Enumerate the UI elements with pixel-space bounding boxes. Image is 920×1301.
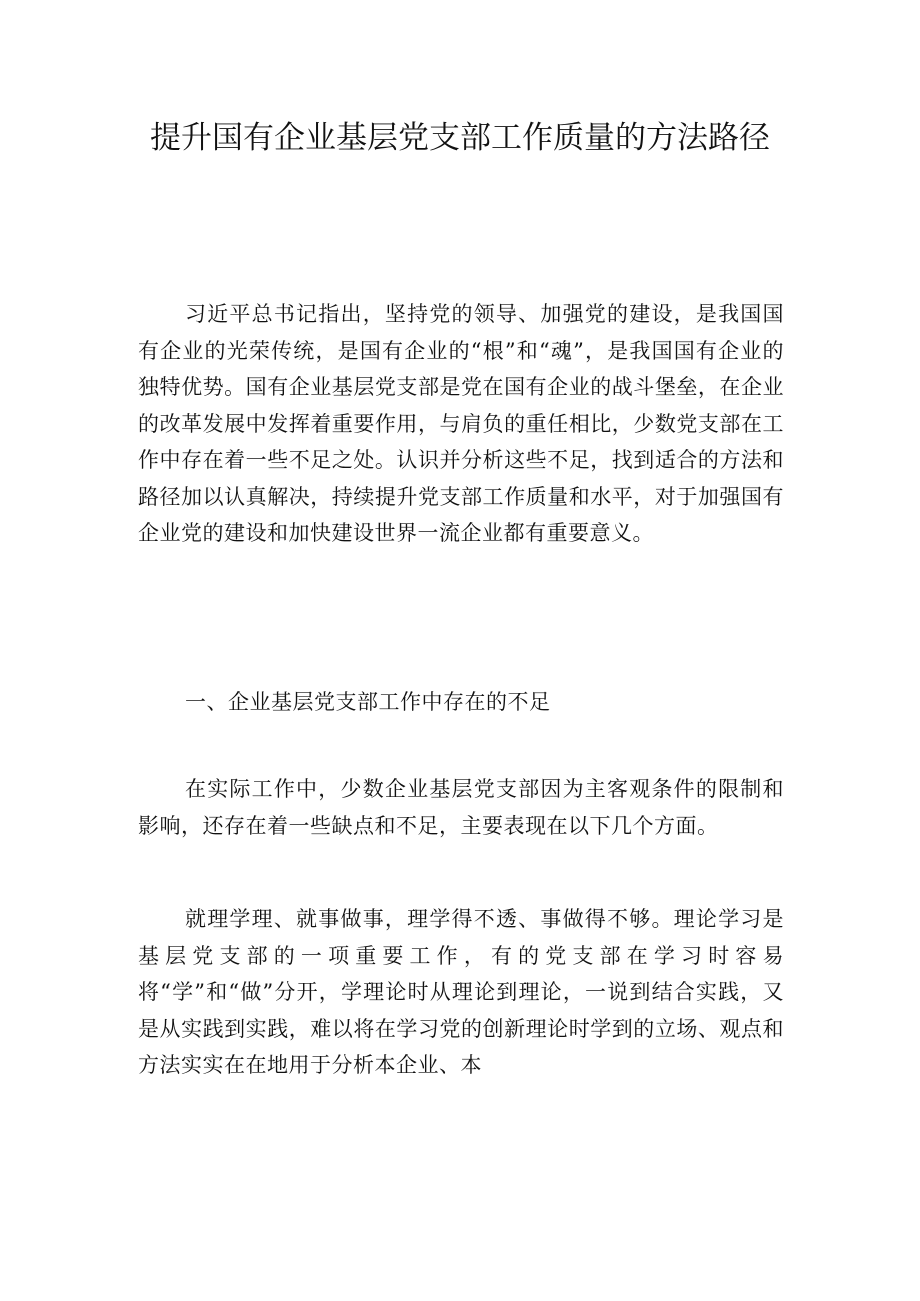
section-intro-paragraph: 在实际工作中，少数企业基层党支部因为主客观条件的限制和影响，还存在着一些缺点和不足，主要表现在以下几个方面。 — [138, 777, 784, 838]
section-heading: 一、企业基层党支部工作中存在的不足 — [185, 690, 551, 714]
intro-paragraph: 习近平总书记指出，坚持党的领导、加强党的建设，是我国国有企业的光荣传统，是国有企业的“根”和“魂”，是我国国有企业的独特优势。国有企业基层党支部是党在国有企业的战斗堡垒，在企业的改革发展中发挥着重要作用，与肩负的重任相比，少数党支部在工作中存在着一些不足之处。认识并分析这些不足，找到适合的方法和路径加以认真解决，持续提升党支部工作质量和水平，对于加强国有企业党的建设和加快建设世界一流企业都有重要意义。 — [138, 302, 784, 545]
issue-paragraph: 就理学理、就事做事，理学得不透、事做得不够。理论学习是基层党支部的一项重要工作，有的党支部在学习时容易将“学”和“做”分开，学理论时从理论到理论，一说到结合实践，又是从实践到实践，难以将在学习党的创新理论时学到的立场、观点和方法实实在在地用于分析本企业、本 — [138, 907, 784, 1077]
document-title: 提升国有企业基层党支部工作质量的方法路径 — [150, 120, 770, 156]
